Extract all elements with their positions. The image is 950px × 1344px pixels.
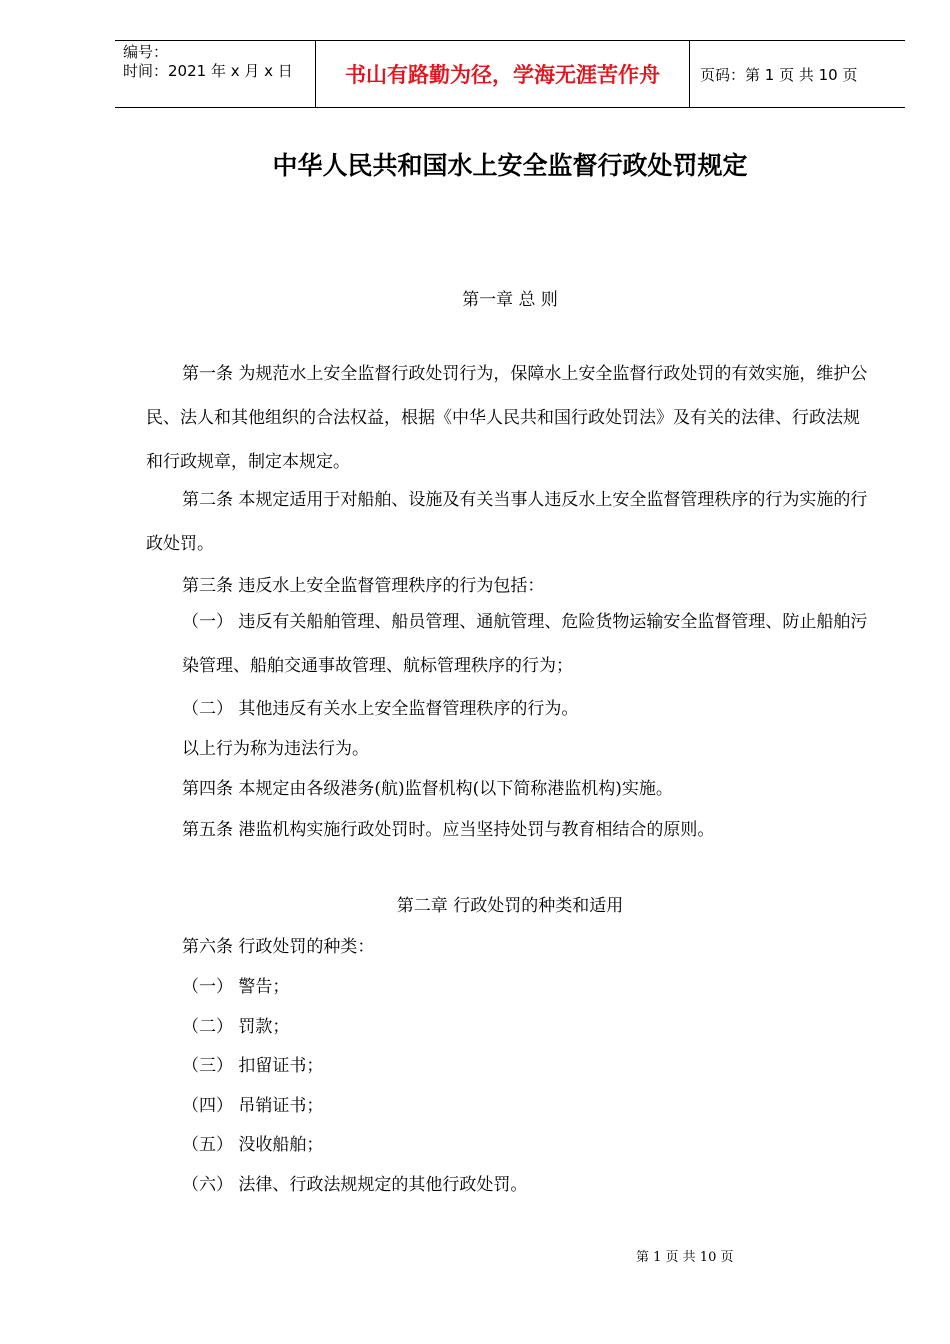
article-3: 第三条 违反水上安全监督管理秩序的行为包括： — [182, 576, 545, 596]
list-item: （三） 扣留证书； — [182, 1056, 324, 1076]
list-item: （四） 吊销证书； — [182, 1096, 324, 1116]
article-3-item-1-text: （一） 违反有关船舶管理、船员管理、通航管理、危险货物运输安全监督管理、防止船舶污染管理、船舶交通事故管理、航标管理秩序的行为； — [182, 612, 868, 676]
time-label: 时间：2021 年 x 月 x 日 — [123, 62, 293, 80]
header-motto: 书山有路勤为径，学海无涯苦作舟 — [345, 63, 660, 87]
article-5: 第五条 港监机构实施行政处罚时。应当坚持处罚与教育相结合的原则。 — [182, 820, 715, 840]
document-header — [115, 40, 905, 108]
article-3-item-2: （二） 其他违反有关水上安全监督管理秩序的行为。 — [182, 699, 579, 719]
list-item: （一） 警告； — [182, 977, 290, 997]
article-2: 第二条 本规定适用于对船舶、设施及有关当事人违反水上安全监督管理秩序的行为实施的行政处罚。 — [146, 490, 868, 554]
article-1: 第一条 为规范水上安全监督行政处罚行为，保障水上安全监督行政处罚的有效实施，维护公民、法人和其他组织的合法权益，根据《中华人民共和国行政处罚法》及有关的法律、行政法规和行政规章，制定本规定。 — [146, 364, 868, 472]
article-6: 第六条 行政处罚的种类： — [182, 937, 375, 957]
header-meta-cell — [115, 41, 316, 107]
document-title: 中华人民共和国水上安全监督行政处罚规定 — [272, 151, 748, 180]
article-3-item-1 — [182, 600, 876, 688]
chapter-heading: 第一章 总 则 — [462, 290, 558, 310]
article-4: 第四条 本规定由各级港务(航)监督机构(以下简称港监机构)实施。 — [182, 779, 673, 799]
list-item: （五） 没收船舶； — [182, 1135, 324, 1155]
list-item: （二） 罚款； — [182, 1017, 290, 1037]
footer-page-indicator: 第 1 页 共 10 页 — [636, 1250, 734, 1265]
header-motto-cell — [316, 41, 690, 107]
header-page-number: 页码：第 1 页 共 10 页 — [700, 65, 858, 84]
article-3-summary: 以上行为称为违法行为。 — [182, 739, 369, 759]
list-item: （六） 法律、行政法规规定的其他行政处罚。 — [182, 1175, 528, 1195]
header-page-cell — [690, 41, 905, 107]
serial-number-label: 编号： — [123, 43, 169, 61]
chapter-heading: 第二章 行政处罚的种类和适用 — [396, 896, 624, 916]
